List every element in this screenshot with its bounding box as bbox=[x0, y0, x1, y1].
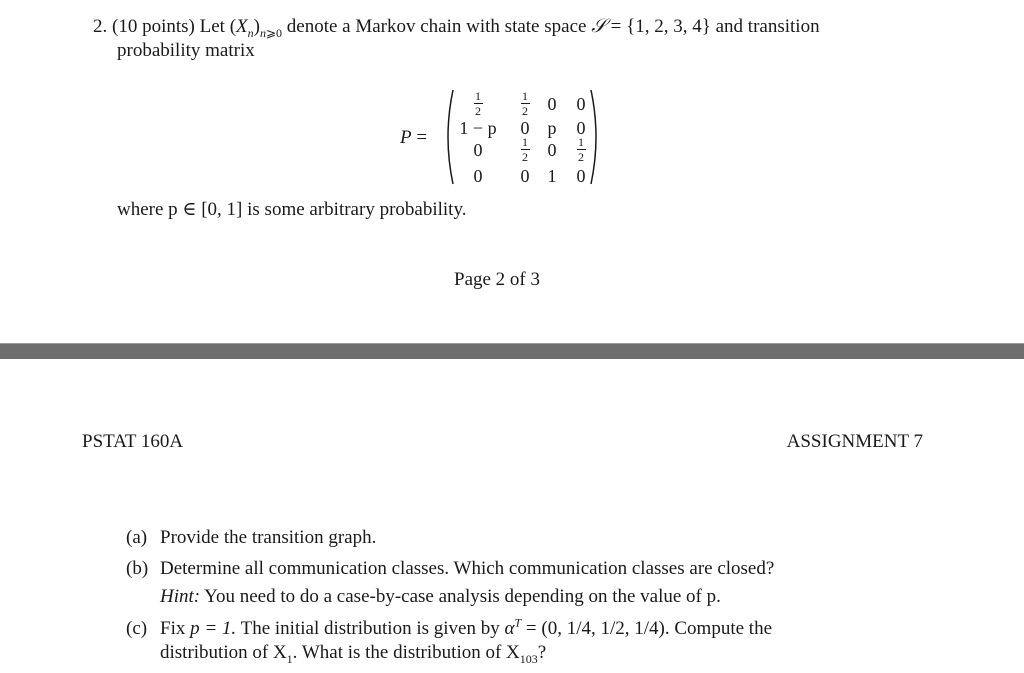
problem-line-2: probability matrix bbox=[117, 40, 255, 61]
page-number: Page 2 of 3 bbox=[454, 269, 541, 290]
process-notation: $(X_n)_{n⩾0}$ bbox=[229, 16, 283, 40]
subscript-1: 1 bbox=[286, 651, 293, 666]
part-c-initial: The initial distribution is given by bbox=[240, 618, 500, 639]
matrix-cell: 0 bbox=[576, 94, 586, 114]
part-c-line-1 bbox=[160, 615, 773, 640]
part-b-text: Determine all communication classes. Which communication classes are closed? bbox=[160, 558, 775, 579]
matrix-label: P = bbox=[400, 127, 428, 148]
hint-label: Hint: bbox=[160, 586, 201, 607]
matrix-cell: 0 bbox=[576, 166, 586, 186]
matrix-cell: 0 bbox=[520, 118, 530, 138]
part-c-compute: Compute the bbox=[674, 618, 773, 639]
problem-line-1: 2. (10 points) Let $(X_n)_{n⩾0}$ denote a Markov chain with state space 𝒮 = {1, 2, 3, 4} and transition bbox=[93, 16, 820, 40]
part-c-question: ? bbox=[537, 642, 547, 663]
part-b-hint bbox=[160, 586, 721, 608]
problem-and: and transition bbox=[715, 16, 820, 37]
matrix-cell: 1 − p bbox=[459, 118, 497, 138]
part-c-fix: Fix bbox=[160, 618, 186, 639]
matrix-cell: $\frac{1}{2}$ bbox=[522, 89, 528, 118]
part-a-text: Provide the transition graph. bbox=[160, 527, 377, 548]
where-line: where p ∈ [0, 1] is some arbitrary probability. bbox=[117, 199, 467, 220]
matrix-cell: 0 bbox=[473, 140, 483, 160]
initial-distribution: = (0, 1/4, 1/2, 1/4). bbox=[525, 618, 670, 639]
transpose-symbol: T bbox=[514, 615, 522, 630]
matrix-cell: p bbox=[547, 118, 557, 138]
matrix-cell: 0 bbox=[576, 118, 586, 138]
part-b-label: (b) bbox=[126, 558, 149, 579]
matrix-cell: 0 bbox=[547, 94, 557, 114]
alpha-symbol: α bbox=[504, 618, 515, 639]
subscript-103: 103 bbox=[519, 651, 538, 666]
hint-text: You need to do a case-by-case analysis depending on the value of p. bbox=[204, 586, 721, 607]
part-c-dist-x103: . What is the distribution of X bbox=[292, 642, 520, 663]
part-c-p-value: p = 1. bbox=[190, 618, 237, 639]
matrix-cell: 0 bbox=[520, 166, 530, 186]
part-c-label: (c) bbox=[126, 618, 148, 639]
problem-denote: denote a Markov chain with state space bbox=[286, 16, 587, 37]
matrix-cell: 1 bbox=[547, 166, 557, 186]
part-a-label: (a) bbox=[126, 527, 148, 548]
matrix-cell: $\frac{1}{2}$ bbox=[475, 89, 481, 118]
matrix-cell: 0 bbox=[473, 166, 483, 186]
state-space-symbol: 𝒮 bbox=[591, 16, 606, 37]
course-header: PSTAT 160A bbox=[82, 431, 184, 452]
problem-number: 2. bbox=[93, 16, 108, 37]
state-space-set: {1, 2, 3, 4} bbox=[626, 16, 711, 37]
problem-points: (10 points) bbox=[112, 16, 195, 37]
problem-let: Let bbox=[199, 16, 225, 37]
matrix-cell: $\frac{1}{2}$ bbox=[522, 135, 528, 164]
matrix-cell: $\frac{1}{2}$ bbox=[578, 135, 584, 164]
matrix-cell: 0 bbox=[547, 140, 557, 160]
assignment-header: ASSIGNMENT 7 bbox=[786, 431, 923, 452]
part-c-dist-x1: distribution of X bbox=[160, 642, 287, 663]
part-c-line-2 bbox=[160, 642, 546, 664]
page-break bbox=[0, 344, 1024, 359]
matrix-left-paren bbox=[441, 88, 455, 186]
